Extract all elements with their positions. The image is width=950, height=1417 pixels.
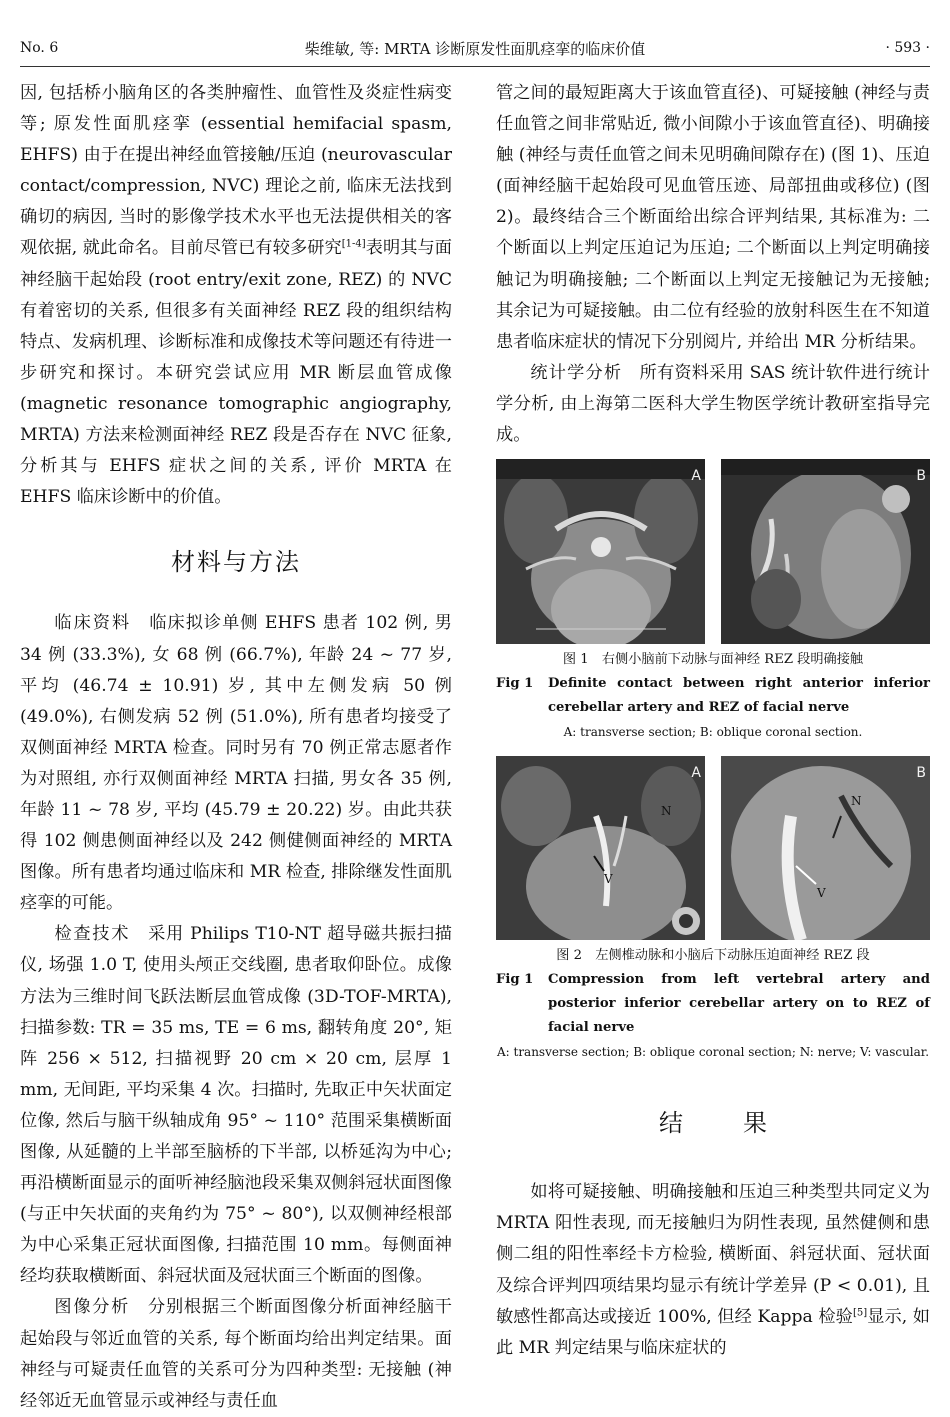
section-title-results: 结果 xyxy=(659,1109,827,1138)
stats-text: 所有资料采用 SAS 统计软件进行统计学分析, 由上海第二医科大学生物医学统计教研室指导完成。 xyxy=(496,362,930,446)
intro-paragraph xyxy=(20,78,452,513)
technique-paragraph xyxy=(20,919,452,1292)
right-column xyxy=(496,78,930,1364)
fig1-label-b: B xyxy=(916,468,926,485)
fig2-caption-en xyxy=(496,968,930,1040)
stats-lead: 统计学分析 xyxy=(530,362,623,383)
results-text-a: 如将可疑接触、明确接触和压迫三种类型共同定义为 MRTA 阳性表现, 而无接触归为阴性表现, 虽然健侧和患侧二组的阳性率经卡方检验, 横断面、斜冠状面、冠状面及综合评判四项结果均显示有统计学差异 (P < 0.01), 且敏感性都高达或接近 100%, 但经 Kappa 检验 xyxy=(496,1182,930,1327)
results-text-b: 显示, 如此 MR 判定结果与临床症状的 xyxy=(496,1306,930,1358)
fig1-caption-en-text: Definite contact between right anterior inferior cerebellar artery and REZ of facial nerve xyxy=(548,676,930,716)
fig2b-vascular-label: V xyxy=(817,886,826,901)
fig1-caption xyxy=(496,648,930,744)
clinical-paragraph xyxy=(20,608,452,919)
fig2-label-b: B xyxy=(916,765,926,782)
citation-1-4[interactable]: [1-4] xyxy=(341,238,366,250)
fig2-label-a: A xyxy=(691,765,701,782)
running-header xyxy=(20,36,930,64)
criteria-paragraph: 管之间的最短距离大于该血管直径)、可疑接触 (神经与责任血管之间非常贴近, 微小间隙小于该血管直径)、明确接触 (神经与责任血管之间未见明确间隙存在) (图 1)、压迫 (面神经脑干起始段可见血管压迹、局部扭曲或移位) (图 2)。最终结合三个断面给出综合评判结果, 其标准为: 二个断面以上判定压迫记为压迫; 二个断面以上判定明确接触记为明确接触; 二个断面以上判定无接触记为无接触; 其余记为可疑接触。由二位有经验的放射科医生在不知道患者临床症状的情况下分别阅片, 并给出 MR 分析结果。 xyxy=(496,83,930,352)
fig2-image-a[interactable] xyxy=(496,756,705,940)
analysis-paragraph xyxy=(20,1292,452,1416)
issue-number: No. 6 xyxy=(20,40,59,56)
fig1-caption-cn: 图 1 右侧小脑前下动脉与面神经 REZ 段明确接触 xyxy=(562,652,864,668)
results-paragraph xyxy=(496,1177,930,1364)
fig1-image-a[interactable] xyxy=(496,459,705,644)
fig2-caption-key: Fig 1 xyxy=(496,972,534,988)
fig1-caption-key: Fig 1 xyxy=(496,676,534,692)
fig1-label-a: A xyxy=(691,468,701,485)
stats-paragraph xyxy=(496,358,930,451)
technique-text: 采用 Philips T10-NT 超导磁共振扫描仪, 场强 1.0 T, 使用头颅正交线圈, 患者取仰卧位。成像方法为三维时间飞跃法断层血管成像 (3D-TOF-MRTA), 扫描参数: TR = 35 ms, TE = 6 ms, 翻转角度 20°, 矩阵 256 × 512, 扫描视野 20 cm × 20 cm, 层厚 1 mm, 无间距, 平均采集 4 次。扫描时, 先取正中矢状面定位像, 然后与脑干纵轴成角 95° ~ 110° 范围采集横断面图像, 从延髓的上半部至脑桥的下半部, 以桥延沟为中心; 再沿横断面显示的面听神经脑池段采集双侧斜冠状面图像 (与正中矢状面的夹角约为 75° ~ 80°), 以双侧神经根部为中心采集正冠状面图像, 扫描范围 10 mm。每侧面神经均获取横断面、斜冠状面及冠状面三个断面的图像。 xyxy=(20,924,452,1287)
intro-text-a: 因, 包括桥小脑角区的各类肿瘤性、血管性及炎症性病变等; 原发性面肌痉挛 (essential hemifacial spasm, EHFS) 由于在提出神经血管接触/压迫 (neurovascular contact/compression, NVC) 理论之前, 临床无法找到确切的病因, 当时的影像学技术水平也无法提供相关的客观依据, 就此命名。目前尽管已有较多研究 xyxy=(20,83,452,259)
fig1-image-b[interactable] xyxy=(721,459,930,644)
fig1-caption-en xyxy=(496,672,930,720)
fig1-caption-note: A: transverse section; B: oblique coronal section. xyxy=(563,725,863,740)
citation-5[interactable]: [5] xyxy=(852,1306,868,1318)
figure-2 xyxy=(496,756,930,1064)
clinical-lead: 临床资料 xyxy=(54,613,132,634)
analysis-text: 分别根据三个断面图像分析面神经脑干起始段与邻近血管的关系, 每个断面均给出判定结果。面神经与可疑责任血管的关系可分为四种类型: 无接触 (神经邻近无血管显示或神经与责任血 xyxy=(20,1297,452,1411)
left-column xyxy=(20,78,452,1417)
technique-lead: 检查技术 xyxy=(54,924,131,945)
fig2-caption-note: A: transverse section; B: oblique coronal section; N: nerve; V: vascular. xyxy=(496,1045,930,1060)
fig2-image-b[interactable] xyxy=(721,756,930,940)
header-rule xyxy=(20,66,930,67)
fig2a-vascular-label: V xyxy=(604,872,613,887)
intro-text-b: 表明其与面神经脑干起始段 (root entry/exit zone, REZ) 的 NVC 有着密切的关系, 但很多有关面神经 REZ 段的组织结构特点、发病机理、诊断标准和成像技术等问题还有待进一步研究和探讨。本研究尝试应用 MR 断层血管成像 (magnetic resonance tomographic angiography, MRTA) 方法来检测面神经 REZ 段是否存在 NVC 征象, 分析其与 EHFS 症状之间的关系, 评价 MRTA 在 EHFS 临床诊断中的价值。 xyxy=(20,238,452,508)
fig2a-nerve-label: N xyxy=(661,804,672,819)
fig2-caption-cn: 图 2 左侧椎动脉和小脑后下动脉压迫面神经 REZ 段 xyxy=(556,948,870,964)
fig2b-nerve-label: N xyxy=(851,794,862,809)
analysis-lead: 图像分析 xyxy=(54,1297,131,1318)
figure-1 xyxy=(496,459,930,744)
page-number: · 593 · xyxy=(885,40,930,56)
fig2-caption xyxy=(496,944,930,1064)
running-title: 柴维敏, 等: MRTA 诊断原发性面肌痉挛的临床价值 xyxy=(304,40,646,58)
section-title-methods: 材料与方法 xyxy=(171,548,301,577)
clinical-text: 临床拟诊单侧 EHFS 患者 102 例, 男 34 例 (33.3%), 女 68 例 (66.7%), 年龄 24 ~ 77 岁, 平均 (46.74 ± 10.91) 岁, 其中左侧发病 50 例 (49.0%), 右侧发病 52 例 (51.0%), 所有患者均接受了双侧面神经 MRTA 检查。同时另有 70 例正常志愿者作为对照组, 亦行双侧面神经 MRTA 扫描, 男女各 35 例, 年龄 11 ~ 78 岁, 平均 (45.79 ± 20.22) 岁。由此共获得 102 侧患侧面神经以及 242 侧健侧面神经的 MRTA 图像。所有患者均通过临床和 MR 检查, 排除继发性面肌痉挛的可能。 xyxy=(20,613,452,914)
fig2-caption-en-text: Compression from left vertebral artery and posterior inferior cerebellar artery on to REZ of facial nerve xyxy=(548,972,930,1036)
